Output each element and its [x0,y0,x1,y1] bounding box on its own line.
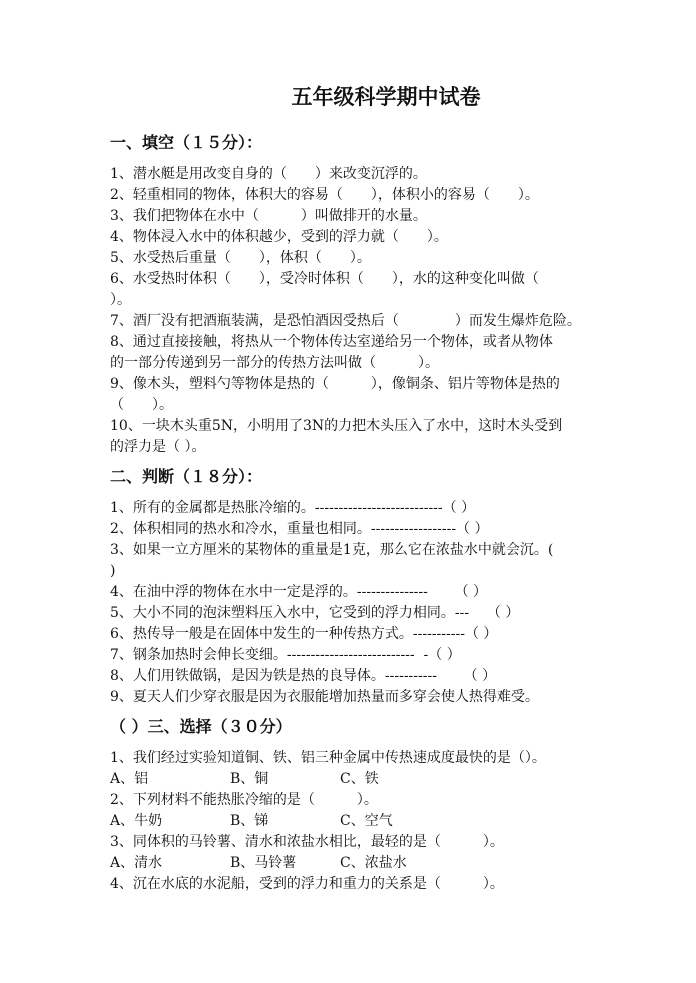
section-true-false [110,464,626,708]
question-line: 的一部分传递到另一部分的传热方法叫做（ ）。 [110,355,439,371]
answer-options [110,769,626,790]
question-line: 4、物体浸入水中的体积越少，受到的浮力就（ ）。 [110,229,448,245]
question-line: 5、水受热后重量（ ），体积（ ）。 [110,250,371,266]
page-title: 五年级科学期中试卷 [291,84,481,109]
section-heading: 二、判断（１８分）： [110,467,263,486]
section-heading: （ ）三、选择（３０分） [110,717,292,736]
option-c: C、铁 [340,771,379,787]
option-b: B、铜 [230,771,269,787]
option-a: A、清水 [110,855,163,871]
option-b: B、马铃薯 [230,855,297,871]
question-line: 6、热传导一般是在固体中发生的一种传热方式。-----------（ ） [110,626,498,642]
question-line: 5、大小不同的泡沫塑料压入水中，它受到的浮力相同。--- （ ） [110,605,520,621]
question-line: 1、所有的金属都是热胀冷缩的。---------------------------（ ） [110,500,476,516]
question-line: 3、同体积的马铃薯、清水和浓盐水相比，最轻的是（ ）。 [110,834,504,850]
question-line: 9、像木头，塑料勺等物体是热的（ ），像铜条、铝片等物体是热的 [110,376,560,392]
question-line: 8、人们用铁做锅，是因为铁是热的良导体。----------- （ ） [110,668,497,684]
question-line: 3、如果一立方厘米的某物体的重量是1克，那么它在浓盐水中就会沉。( [110,542,554,558]
question-line: 2、体积相同的热水和冷水，重量也相同。------------------（ ） [110,521,489,537]
option-c: C、浓盐水 [340,855,407,871]
question-line: 10、一块木头重5N，小明用了3N的力把木头压入了水中，这时木头受到 [110,418,563,434]
question-line: 9、夏天人们少穿衣服是因为衣服能增加热量而多穿会使人热得难受。 [110,689,539,705]
answer-options [110,853,626,874]
question-line: 2、下列材料不能热胀冷缩的是（ ）。 [110,792,378,808]
question-line: 6、水受热时体积（ ），受冷时体积（ ），水的这种变化叫做（ [110,271,539,287]
question-line: ）。 [110,292,131,308]
question-line: 4、在油中浮的物体在水中一定是浮的。--------------- （ ） [110,584,488,600]
section-fill-blank [110,130,626,458]
option-b: B、锑 [230,813,269,829]
question-line: 3、我们把物体在水中（ ）叫做排开的水量。 [110,208,427,224]
question-line: 1、潜水艇是用改变自身的（ ）来改变沉浮的。 [110,166,427,182]
question-line: 的浮力是（ ）。 [110,439,206,455]
question-line: 7、钢条加热时会伸长变细。--------------------------- -（ ） [110,647,461,663]
section-heading: 一、填空（１５分）： [110,133,263,152]
option-c: C、空气 [340,813,393,829]
question-line: （ ）。 [110,397,173,413]
option-a: A、铝 [110,771,149,787]
question-line: 1、我们经过实验知道铜、铁、铝三种金属中传热速成度最快的是（）。 [110,750,546,766]
exam-page [110,82,626,895]
option-a: A、牛奶 [110,813,163,829]
question-line: 4、沉在水底的水泥船，受到的浮力和重力的关系是（ ）。 [110,876,504,892]
section-multiple-choice [110,714,626,895]
question-line: 2、轻重相同的物体，体积大的容易（ ），体积小的容易（ ）。 [110,187,539,203]
question-line: 7、酒厂没有把酒瓶装满，是恐怕酒因受热后（ ）而发生爆炸危险。 [110,313,581,329]
question-line: ) [110,563,116,579]
answer-options [110,811,626,832]
question-line: 8、通过直接接触，将热从一个物体传达室递给另一个物体，或者从物体 [110,334,553,350]
